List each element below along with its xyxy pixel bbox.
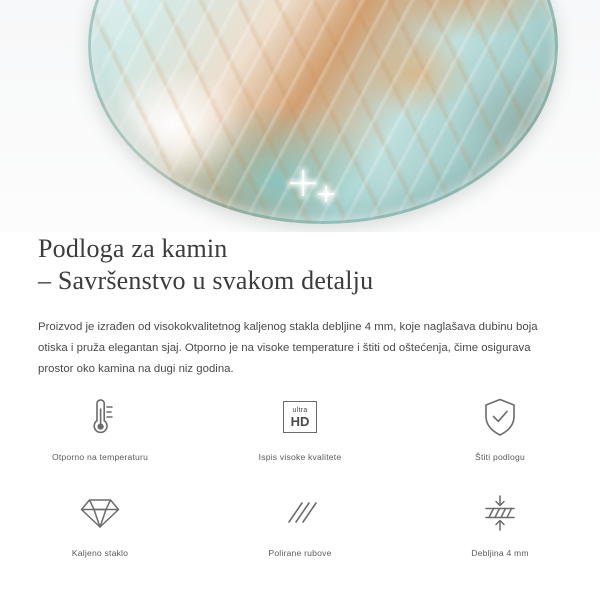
diamond-icon [79, 490, 121, 536]
ultra-hd-icon [283, 394, 317, 440]
marble-glass-disc-image [88, 0, 558, 224]
feature-item-temperature [0, 394, 200, 462]
page-title [38, 233, 562, 297]
feature-item-polished-edges [200, 490, 400, 558]
headline-line-2: – Savršenstvo u svakom detalju [38, 266, 374, 295]
feature-list [0, 394, 600, 558]
thickness-arrows-icon [480, 490, 520, 536]
feature-label: Kaljeno staklo [71, 548, 129, 558]
feature-row-2 [0, 490, 600, 558]
feature-row-1 [0, 394, 600, 462]
feature-item-thickness [400, 490, 600, 558]
description-paragraph: Proizvod je izrađen od visokokvalitetnog kaljenog stakla debljine 4 mm, koje naglašava dubinu boja otiska i pruža elegantan sjaj. Otporno je na visoke temperature i štiti od oštećenja, čime osigurava prostor oko kamina na dugi niz godina. [38, 321, 538, 375]
feature-label: Debljina 4 mm [471, 548, 529, 558]
feature-label: Polirane rubove [268, 548, 332, 558]
feature-item-tempered-glass [0, 490, 200, 558]
hero-image [0, 0, 600, 232]
ultra-hd-badge-top: ultra [292, 406, 308, 414]
feature-label: Otporno na temperaturu [51, 452, 149, 462]
ultra-hd-badge-bottom: HD [290, 413, 310, 429]
polished-edges-icon [280, 490, 320, 536]
feature-label: Štiti podlogu [475, 452, 525, 462]
shield-check-icon [482, 394, 518, 440]
feature-item-print-quality [200, 394, 400, 462]
feature-item-protection [400, 394, 600, 462]
feature-label: Ispis visoke kvalitete [258, 452, 342, 462]
ultra-hd-badge [283, 401, 317, 433]
thermometer-icon [81, 394, 119, 440]
text-content [38, 233, 562, 380]
headline-line-1: Podloga za kamin [38, 234, 228, 263]
